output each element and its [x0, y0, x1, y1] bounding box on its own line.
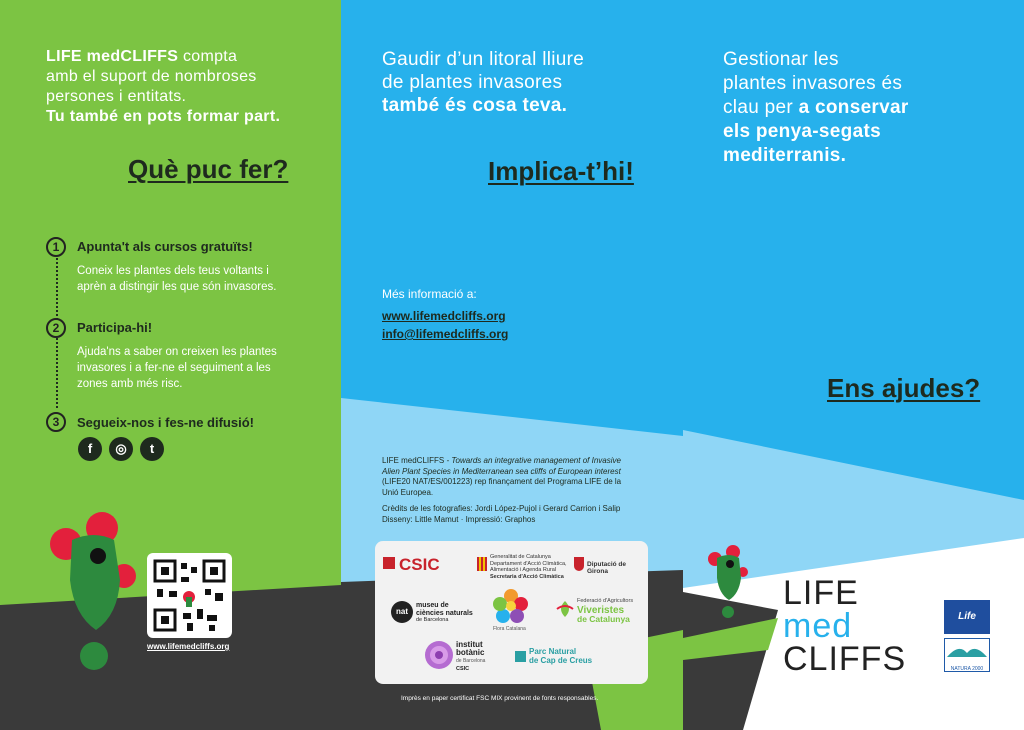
flora-catalana-icon	[493, 588, 529, 624]
more-info-label: Més informació a:	[382, 287, 477, 301]
facebook-icon[interactable]: f	[78, 437, 102, 461]
viveristes-logo: Federació d'Agricultors Viveristes de Catalunya	[577, 598, 634, 624]
step-3-number: 3	[46, 412, 66, 432]
viveristes-leaf-icon	[555, 599, 575, 619]
small-cactus-mascot-icon	[705, 544, 751, 620]
panel-ens-ajudes	[683, 0, 1024, 730]
natura-2000-logo: NATURA 2000	[944, 638, 990, 672]
heading-ens-ajudes: Ens ajudes?	[827, 373, 981, 403]
eu-life-logo: Life	[944, 600, 990, 634]
csic-logo: CSIC	[399, 555, 440, 574]
heading-que-puc-fer: Què puc fer?	[128, 154, 289, 184]
step-2-title: Participa-hi!	[77, 320, 153, 335]
partner-logos-box	[375, 541, 648, 684]
step-2-number: 2	[46, 318, 66, 338]
intro-text: Gestionar les plantes invasores és clau per a conservar els penya-segats mediterranis.	[723, 49, 909, 166]
institut-botanic-flower-icon	[423, 639, 455, 671]
csic-logo-icon	[383, 557, 395, 569]
qr-url-link[interactable]: www.lifemedcliffs.org	[147, 642, 230, 651]
credits-text: LIFE medCLIFFS - Towards an integrative management of Invasive Alien Plant Species in Mediterranean sea cliffs of European interest (LIFE20 NAT/ES/001223) rep finançament del Programa LIFE de la Unió Europea. Crèdits de les fotografies: Jordi López-Pujol i Gerard Carrion i Salip Disseny: Little Mamut · Impressió: Graphos	[382, 456, 622, 524]
diputacio-shield-icon	[574, 557, 584, 571]
qr-code[interactable]	[147, 553, 232, 638]
flora-catalana-logo: Flora Catalana	[493, 626, 526, 632]
museu-badge: nat	[391, 601, 413, 623]
step-3-title: Segueix-nos i fes-ne difusió!	[77, 415, 254, 430]
life-medcliffs-logo: LIFE med CLIFFS	[783, 574, 907, 678]
step-1-text: Coneix les plantes dels teus voltants i aprèn a distingir les que són invasores.	[77, 265, 277, 293]
gencat-flag-icon	[477, 557, 487, 571]
step-1-number: 1	[46, 237, 66, 257]
instagram-icon[interactable]: ◎	[109, 437, 133, 461]
paper-certification-footer: Imprès en paper certificat FSC MIX provinent de fonts responsables.	[401, 695, 599, 702]
institut-botanic-logo: institut botànic de Barcelona CSIC	[456, 640, 486, 672]
cactus-mascot-icon	[44, 510, 140, 675]
email-link[interactable]: info@lifemedcliffs.org	[382, 327, 509, 341]
parc-natural-logo: Parc Natural de Cap de Creus	[529, 647, 593, 665]
museu-logo: museu de ciències naturals de Barcelona	[416, 602, 473, 623]
step-1-title: Apunta't als cursos gratuïts!	[77, 239, 253, 254]
intro-text: Gaudir d’un litoral lliure de plantes invasores també és cosa teva.	[382, 49, 585, 116]
intro-text: LIFE medCLIFFS compta amb el suport de nombroses persones i entitats. Tu també en pots formar part.	[46, 48, 281, 125]
panel-implicat-hi	[341, 0, 683, 730]
natura-2000-icon	[945, 639, 989, 661]
parc-natural-icon	[515, 651, 526, 662]
panel-que-puc-fer	[0, 0, 341, 730]
step-2-text: Ajuda'ns a saber on creixen les plantes invasores i a fer-ne el seguiment a les zones amb més risc.	[77, 346, 277, 390]
heading-implicat-hi: Implica-t’hi!	[488, 156, 634, 186]
twitter-icon[interactable]: t	[140, 437, 164, 461]
diputacio-logo: Diputació de Girona	[587, 561, 627, 575]
qr-code-icon	[147, 553, 232, 638]
gencat-logo: Generalitat de Catalunya Departament d'Acció Climàtica, Alimentació i Agenda Rural Secretaria d'Acció Climàtica	[490, 554, 567, 580]
website-link[interactable]: www.lifemedcliffs.org	[382, 309, 506, 323]
